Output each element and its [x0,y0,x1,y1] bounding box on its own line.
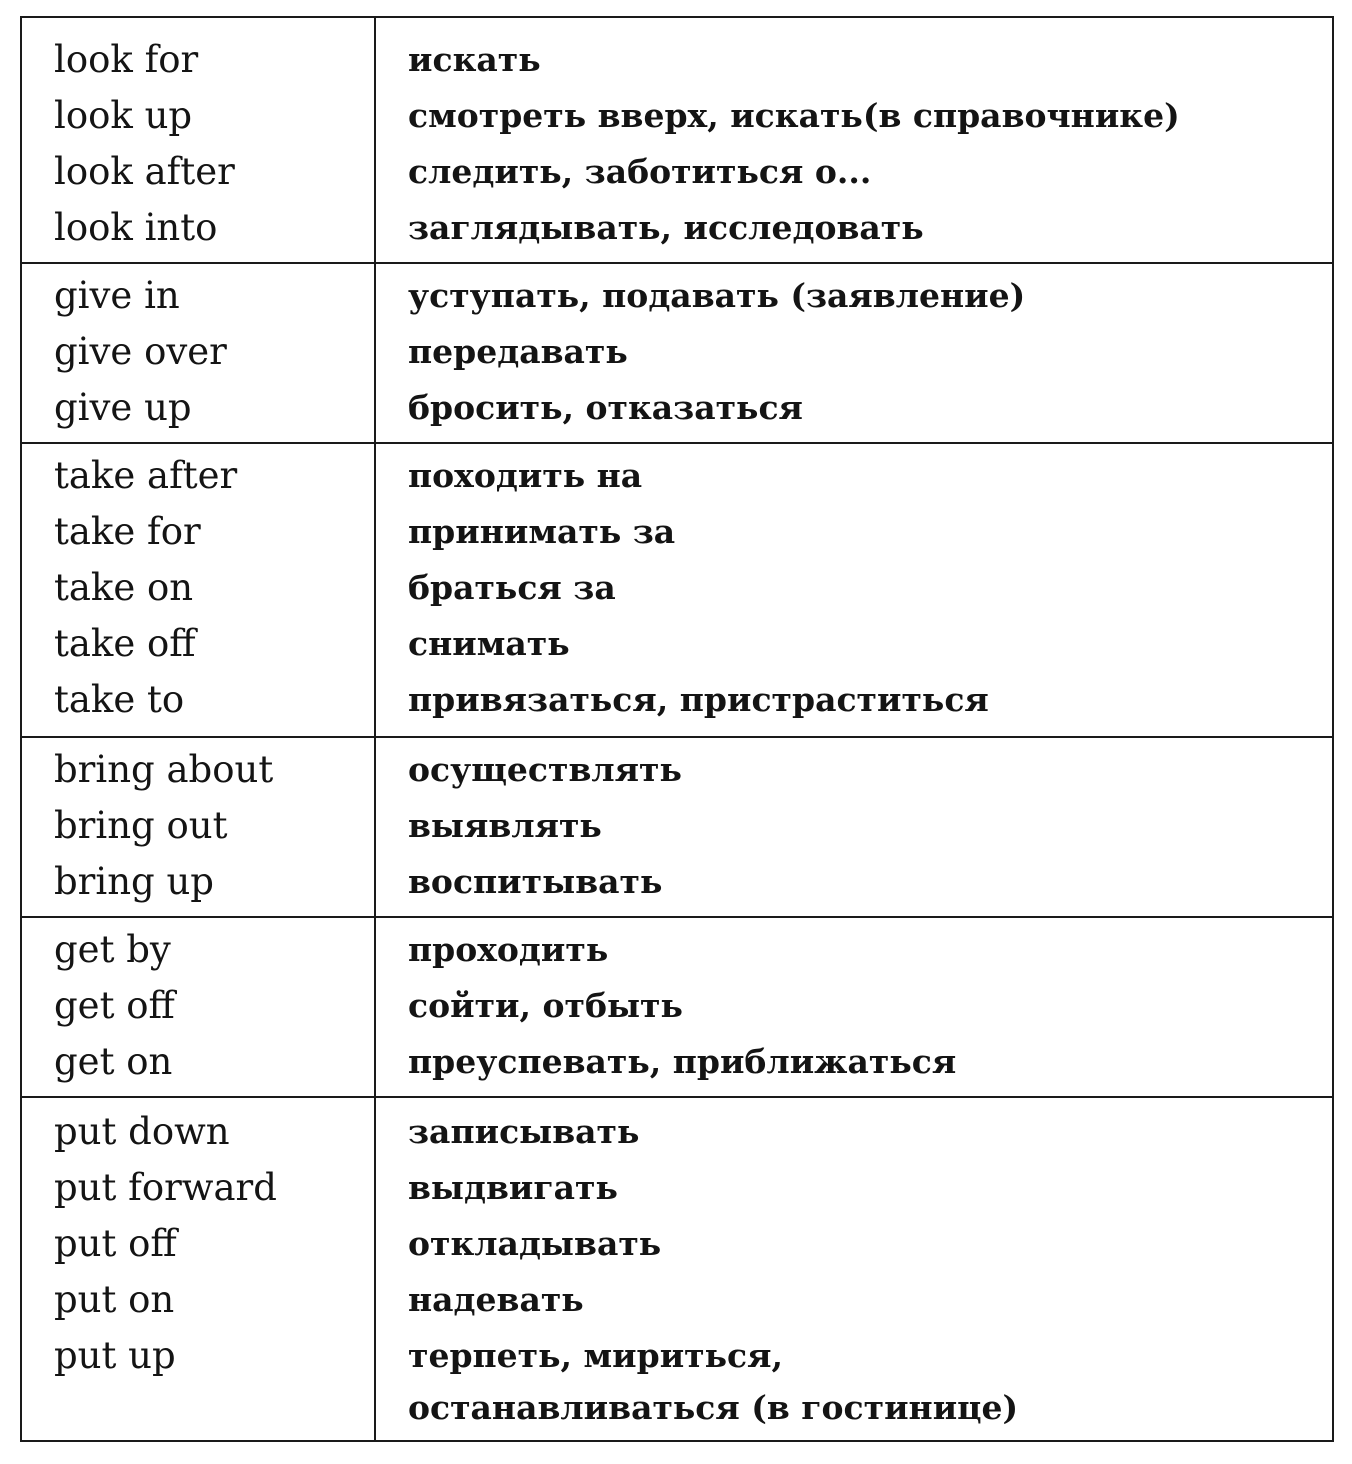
phrasal-verbs-table [20,16,1334,1442]
term: look up [54,94,193,137]
table-row [22,1034,1332,1090]
table-row [22,380,1332,436]
term: take after [54,454,238,497]
group-give [22,262,1332,444]
group-look [22,18,1332,262]
meaning: сойти, отбыть [408,986,683,1025]
table-row [22,798,1332,854]
meaning: воспитывать [408,862,663,901]
table-row [22,1160,1332,1216]
group-get [22,916,1332,1098]
meaning: преуспевать, приближаться [408,1042,957,1081]
meaning: выявлять [408,806,602,845]
table-row [22,88,1332,144]
term: bring out [54,804,228,847]
term: look into [54,206,218,249]
term: look for [54,38,199,81]
term: give over [54,330,227,373]
term: bring up [54,860,214,903]
table-row [22,560,1332,616]
meaning: заглядывать, исследовать [408,208,924,247]
table-row [22,742,1332,798]
meaning: искать [408,40,541,79]
table-row [22,922,1332,978]
term: put forward [54,1166,277,1209]
meaning: смотреть вверх, искать(в справочнике) [408,96,1180,135]
term: get by [54,928,171,971]
meaning: выдвигать [408,1168,618,1207]
meaning: привязаться, пристраститься [408,680,989,719]
meaning: осуществлять [408,750,682,789]
meaning: надевать [408,1280,584,1319]
term: take to [54,678,185,721]
table-row [22,616,1332,672]
meaning: бросить, отказаться [408,388,803,427]
meaning-line-1: терпеть, мириться, [408,1336,783,1375]
meaning: походить на [408,456,643,495]
meaning: следить, заботиться о... [408,152,872,191]
term: take for [54,510,201,553]
table-row [22,448,1332,504]
group-bring [22,736,1332,918]
table-row [22,200,1332,256]
meaning: откладывать [408,1224,662,1263]
term: put down [54,1110,230,1153]
meaning: браться за [408,568,616,607]
term: put off [54,1222,177,1265]
meaning-multiline [408,1328,1018,1432]
term: give in [54,274,180,317]
group-put [22,1096,1332,1442]
table-row [22,1272,1332,1328]
table-row [22,268,1332,324]
meaning: проходить [408,930,609,969]
group-take [22,442,1332,738]
meaning: уступать, подавать (заявление) [408,276,1026,315]
term: look after [54,150,235,193]
meaning: снимать [408,624,570,663]
term: take on [54,566,194,609]
term: put on [54,1278,175,1321]
meaning-line-2: останавливаться (в гостинице) [408,1388,1019,1427]
term: give up [54,386,192,429]
table-row [22,672,1332,728]
table-row [22,978,1332,1034]
table-row [22,324,1332,380]
table-row [22,854,1332,910]
term: take off [54,622,196,665]
term: get off [54,984,175,1027]
term: bring about [54,748,274,791]
table-row [22,32,1332,88]
term: put up [54,1334,176,1377]
meaning: принимать за [408,512,676,551]
table-row [22,1104,1332,1160]
table-row [22,1216,1332,1272]
meaning: передавать [408,332,628,371]
table-row [22,504,1332,560]
table-row [22,1328,1332,1432]
term: get on [54,1040,173,1083]
meaning: записывать [408,1112,640,1151]
table-row [22,144,1332,200]
